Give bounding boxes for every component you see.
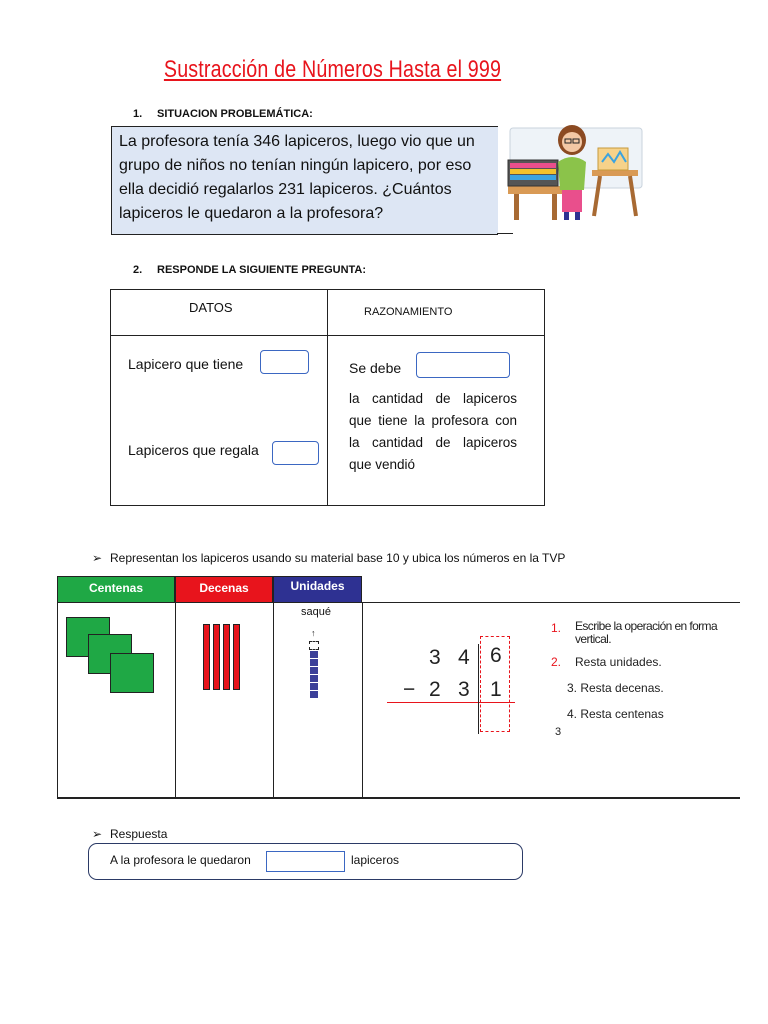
datos-header: DATOS [189, 300, 233, 315]
problem-text: La profesora tenía 346 lapiceros, luego vio que un grupo de niños no tenían ningún lapicero, por eso ella decidió regalarlos 231 lapiceros. ¿Cuántos lapiceros le quedaron a la profesora? [119, 133, 475, 222]
saque-label: saqué [301, 606, 331, 618]
step-3-text: 3. Resta decenas. [567, 681, 664, 695]
bottom-digit-hundreds: 2 [429, 678, 441, 701]
datos-header-cell [111, 290, 328, 336]
column-divider [478, 644, 479, 734]
lapicero-que-tiene-field[interactable] [260, 350, 309, 374]
bullet-representan: Representan los lapiceros usando su material base 10 y ubica los números en la TVP [110, 551, 566, 565]
minus-sign: − [403, 678, 416, 701]
tvp-header-centenas [57, 576, 175, 603]
bullet-arrow-icon: ➢ [92, 551, 103, 565]
lapiceros-que-regala-label: Lapiceros que regala [128, 442, 259, 458]
unit-cube-removed [309, 641, 319, 650]
section-2-number: 2. [133, 264, 143, 276]
razonamiento-header: RAZONAMIENTO [364, 306, 453, 318]
ten-rod [213, 624, 220, 690]
tvp-bottom-rule [57, 797, 740, 799]
step-4-text: 4. Resta centenas [567, 707, 664, 721]
step-2-number: 2. [551, 655, 562, 669]
tvp-col-line [273, 603, 274, 798]
tvp-col-line [175, 603, 176, 798]
bottom-digit-tens: 3 [458, 678, 470, 701]
bottom-digit-units: 1 [490, 678, 502, 701]
razonamiento-text: la cantidad de lapiceros que tiene la profesora con la cantidad de lapiceros que vendió [349, 391, 517, 472]
tvp-header-centenas-label: Centenas [88, 581, 144, 595]
razonamiento-header-cell [328, 290, 545, 336]
section-2-heading: RESPONDE LA SIGUIENTE PREGUNTA: [157, 264, 367, 276]
bullet-respuesta: Respuesta [110, 827, 168, 841]
ten-rod [203, 624, 210, 690]
top-digit-tens: 4 [458, 646, 470, 669]
step-1-number: 1. [551, 621, 562, 635]
section-1-number: 1. [133, 108, 143, 120]
stray-number: 3 [555, 726, 562, 738]
ten-rod [233, 624, 240, 690]
step-1-text: Escribe la operación en forma vertical. [575, 619, 718, 646]
top-digit-units: 6 [490, 644, 502, 667]
top-digit-hundreds: 3 [429, 646, 441, 669]
tvp-header-unidades-label: Unidades [290, 579, 345, 593]
unit-cube [309, 690, 319, 699]
se-debe-label: Se debe [349, 360, 402, 376]
ten-rod [223, 624, 230, 690]
section-1-heading: SITUACION PROBLEMÁTICA: [157, 108, 313, 120]
answer-suffix: lapiceros [351, 853, 400, 867]
tvp-col-line [57, 603, 58, 798]
tvp-header-decenas [175, 576, 273, 603]
lapiceros-que-regala-field[interactable] [272, 441, 319, 465]
bullet-arrow-icon: ➢ [92, 827, 103, 841]
problem-box-underline [497, 233, 513, 234]
teacher-illustration [502, 118, 652, 226]
datos-body-cell [111, 336, 328, 506]
answer-prefix: A la profesora le quedaron [110, 853, 251, 867]
answer-field[interactable] [266, 851, 345, 872]
tvp-top-rule [362, 602, 740, 603]
page-title: Sustracción de Números Hasta el 999 [163, 56, 502, 83]
lapicero-que-tiene-label: Lapicero que tiene [128, 356, 244, 372]
hundred-block [110, 653, 154, 693]
units-column-highlight [480, 636, 510, 732]
tvp-col-line [362, 603, 363, 798]
tvp-header-unidades [273, 576, 362, 603]
tvp-header-decenas-label: Decenas [199, 581, 249, 595]
arrow-up-icon: ↑ [311, 628, 316, 638]
razonamiento-body-cell [328, 336, 545, 506]
step-2-text: Resta unidades. [575, 655, 662, 669]
operacion-field[interactable] [416, 352, 510, 378]
datos-table [110, 289, 545, 506]
